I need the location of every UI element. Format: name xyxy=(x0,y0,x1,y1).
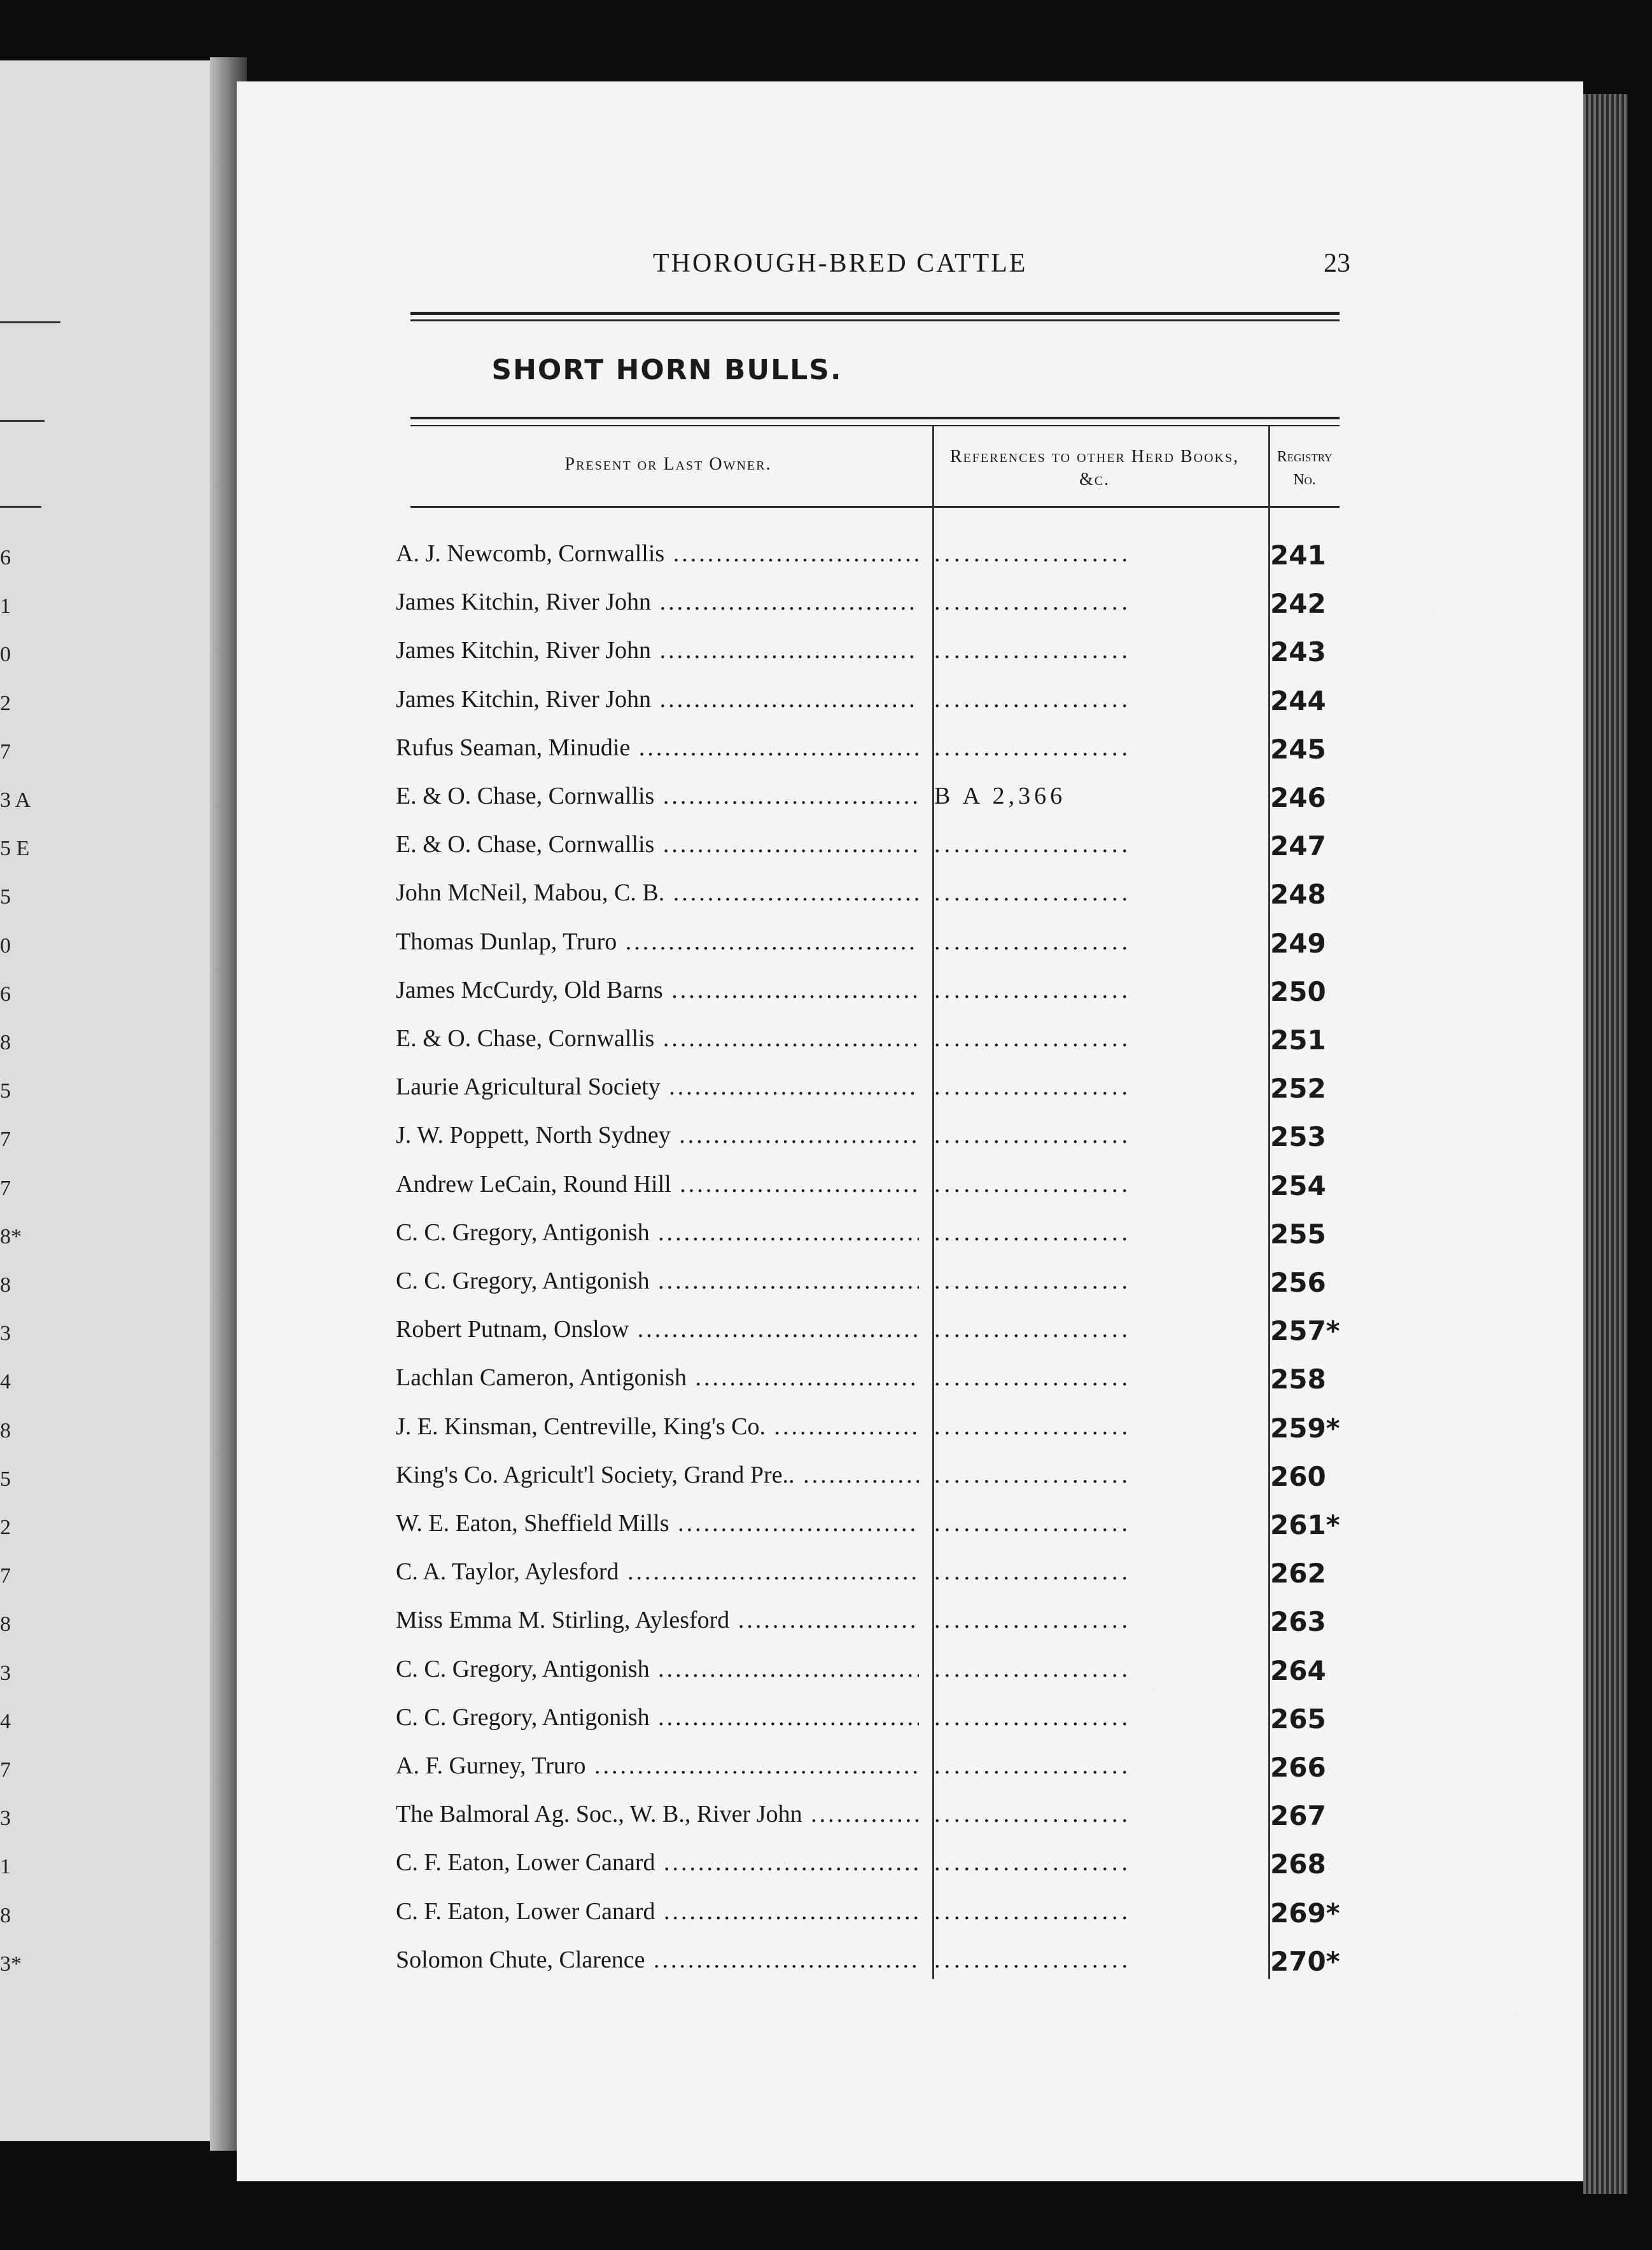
left-page-number: 1 xyxy=(0,1855,11,1879)
registry-number: 250 xyxy=(1270,975,1326,1007)
table-row xyxy=(0,1073,1652,1117)
references-cell: .................... xyxy=(934,1413,1131,1440)
registry-number: 242 xyxy=(1270,588,1326,620)
references-cell: .................... xyxy=(934,637,1131,664)
references-cell: .................... xyxy=(934,928,1131,955)
table-row xyxy=(0,1219,1652,1263)
table-header-rule xyxy=(410,506,1340,508)
left-page-number: 3 xyxy=(0,1661,11,1685)
left-page-number: 3 A xyxy=(0,788,31,812)
table-row xyxy=(0,928,1652,972)
left-page-number: 2 xyxy=(0,1516,11,1539)
registry-number: 256 xyxy=(1270,1267,1326,1298)
left-page-number: 4 xyxy=(0,1709,11,1733)
registry-number: 251 xyxy=(1270,1024,1326,1056)
left-page-rule xyxy=(0,321,60,323)
running-head: THOROUGH-BRED CATTLE xyxy=(653,249,1028,278)
registry-number: 244 xyxy=(1270,685,1326,716)
registry-number: 243 xyxy=(1270,636,1326,668)
table-row xyxy=(0,685,1652,730)
registry-number: 245 xyxy=(1270,733,1326,765)
owner-cell: James Kitchin, River John ..... xyxy=(396,685,919,713)
left-page-number: 7 xyxy=(0,1564,11,1588)
table-row xyxy=(0,540,1652,584)
left-page-rule xyxy=(0,420,45,422)
left-page-number: 7 xyxy=(0,739,11,764)
table-row xyxy=(0,1752,1652,1796)
references-cell: .................... xyxy=(934,1170,1131,1198)
table-top-rule xyxy=(410,425,1340,426)
table-row xyxy=(0,830,1652,875)
owner-cell: Andrew LeCain, Round Hill ..... xyxy=(396,1170,919,1198)
left-page-number: 7 xyxy=(0,1758,11,1782)
owner-cell: C. F. Eaton, Lower Canard ..... xyxy=(396,1897,919,1925)
owner-cell: C. C. Gregory, Antigonish ..... xyxy=(396,1703,919,1731)
left-page-number: 7 xyxy=(0,1176,11,1200)
owner-cell: Lachlan Cameron, Antigonish ..... xyxy=(396,1364,919,1392)
references-cell: .................... xyxy=(934,1510,1131,1537)
owner-cell: The Balmoral Ag. Soc., W. B., River John ..... xyxy=(396,1800,919,1828)
left-page-number: 0 xyxy=(0,933,11,958)
references-cell: .................... xyxy=(934,1849,1131,1876)
registry-number: 241 xyxy=(1270,540,1326,571)
references-cell: .................... xyxy=(934,1558,1131,1586)
references-cell: B A 2,366 xyxy=(934,783,1067,809)
table-row xyxy=(0,1897,1652,1942)
references-cell: .................... xyxy=(934,685,1131,713)
table-row xyxy=(0,1558,1652,1602)
page-number: 23 xyxy=(1324,249,1350,278)
left-page-number: 4 xyxy=(0,1370,11,1394)
left-page-number: 6 xyxy=(0,982,11,1006)
registry-number: 262 xyxy=(1270,1558,1326,1590)
references-cell: .................... xyxy=(934,1801,1131,1828)
registry-number: 259* xyxy=(1270,1412,1340,1444)
table-row xyxy=(0,734,1652,778)
header-double-rule xyxy=(410,319,1340,321)
header-double-rule xyxy=(410,312,1340,315)
references-cell: .................... xyxy=(934,1752,1131,1779)
left-page-number: 8* xyxy=(0,1224,22,1248)
left-page-number: 5 xyxy=(0,1079,11,1103)
table-row xyxy=(0,1461,1652,1506)
references-cell: .................... xyxy=(934,1703,1131,1731)
owner-cell: Robert Putnam, Onslow ..... xyxy=(396,1315,919,1343)
table-row xyxy=(0,1946,1652,1990)
column-header-registry-line2: No. xyxy=(1293,472,1316,488)
registry-number: 258 xyxy=(1270,1364,1326,1395)
table-row xyxy=(0,1267,1652,1311)
references-cell: .................... xyxy=(934,589,1131,616)
registry-number: 248 xyxy=(1270,879,1326,911)
registry-number: 255 xyxy=(1270,1218,1326,1250)
owner-cell: C. C. Gregory, Antigonish ..... xyxy=(396,1267,919,1295)
scan-speck xyxy=(1432,611,1435,614)
owner-cell: C. F. Eaton, Lower Canard ..... xyxy=(396,1848,919,1876)
scan-speck xyxy=(1152,1686,1157,1691)
references-cell: .................... xyxy=(934,1655,1131,1682)
registry-number: 265 xyxy=(1270,1703,1326,1735)
owner-cell: C. C. Gregory, Antigonish ..... xyxy=(396,1655,919,1683)
column-header-references: References to other Herd Books, &c. xyxy=(949,447,1240,489)
column-header-registry-line1: Registry xyxy=(1277,449,1333,465)
left-page-number: 0 xyxy=(0,643,11,667)
left-page-number: 3 xyxy=(0,1806,11,1831)
references-cell: .................... xyxy=(934,734,1131,761)
registry-number: 254 xyxy=(1270,1170,1326,1201)
owner-cell: E. & O. Chase, Cornwallis ..... xyxy=(396,782,919,810)
owner-cell: E. & O. Chase, Cornwallis ..... xyxy=(396,1024,919,1052)
table-row xyxy=(0,1848,1652,1893)
owner-cell: J. W. Poppett, North Sydney ..... xyxy=(396,1121,919,1149)
registry-number: 267 xyxy=(1270,1800,1326,1832)
registry-number: 257* xyxy=(1270,1315,1340,1347)
left-page-number: 8 xyxy=(0,1273,11,1297)
references-cell: .................... xyxy=(934,1073,1131,1101)
references-cell: .................... xyxy=(934,1268,1131,1294)
left-page-number: 8 xyxy=(0,1418,11,1443)
left-page-number: 1 xyxy=(0,594,11,618)
table-row xyxy=(0,1170,1652,1215)
owner-cell: Miss Emma M. Stirling, Aylesford ..... xyxy=(396,1606,919,1634)
table-row xyxy=(0,636,1652,681)
left-page-number: 3 xyxy=(0,1322,11,1346)
references-cell: .................... xyxy=(934,1122,1131,1149)
owner-cell: Rufus Seaman, Minudie ..... xyxy=(396,734,919,762)
owner-cell: John McNeil, Mabou, C. B. ..... xyxy=(396,879,919,907)
left-page-number: 2 xyxy=(0,691,11,715)
table-row xyxy=(0,879,1652,923)
left-page-number: 5 xyxy=(0,885,11,909)
left-page-number: 8 xyxy=(0,1903,11,1927)
references-cell: .................... xyxy=(934,1364,1131,1392)
owner-cell: Solomon Chute, Clarence ..... xyxy=(396,1946,919,1974)
references-cell: .................... xyxy=(934,1897,1131,1925)
owner-cell: A. J. Newcomb, Cornwallis ..... xyxy=(396,540,919,568)
references-cell: .................... xyxy=(934,1607,1131,1634)
left-page-rule xyxy=(0,506,41,508)
owner-cell: C. A. Taylor, Aylesford ..... xyxy=(396,1558,919,1586)
table-row xyxy=(0,1606,1652,1651)
references-cell: .................... xyxy=(934,1025,1131,1052)
left-page-number: 8 xyxy=(0,1031,11,1054)
owner-cell: James McCurdy, Old Barns ..... xyxy=(396,976,919,1004)
left-page-number: 5 E xyxy=(0,837,30,861)
registry-number: 247 xyxy=(1270,830,1326,862)
left-page-number: 3* xyxy=(0,1952,22,1976)
owner-cell: Thomas Dunlap, Truro ..... xyxy=(396,928,919,956)
table-row xyxy=(0,1800,1652,1845)
registry-number: 252 xyxy=(1270,1073,1326,1105)
references-cell: .................... xyxy=(934,976,1131,1003)
owner-cell: King's Co. Agricult'l Society, Grand Pre.. ..... xyxy=(396,1461,919,1489)
registry-number: 269* xyxy=(1270,1897,1340,1929)
references-cell: .................... xyxy=(934,1316,1131,1343)
left-page-number: 6 xyxy=(0,546,11,569)
references-cell: .................... xyxy=(934,1461,1131,1488)
table-row xyxy=(0,1121,1652,1166)
references-cell: .................... xyxy=(934,879,1131,907)
registry-number: 263 xyxy=(1270,1606,1326,1638)
registry-number: 268 xyxy=(1270,1848,1326,1880)
table-row xyxy=(0,976,1652,1021)
table-row xyxy=(0,588,1652,632)
table-row xyxy=(0,1024,1652,1069)
owner-cell: W. E. Eaton, Sheffield Mills ..... xyxy=(396,1509,919,1537)
references-cell: .................... xyxy=(934,1219,1131,1246)
registry-number: 260 xyxy=(1270,1460,1326,1492)
owner-cell: James Kitchin, River John ..... xyxy=(396,588,919,616)
column-header-owner: Present or Last Owner. xyxy=(564,454,772,474)
registry-number: 264 xyxy=(1270,1654,1326,1686)
left-page-number: 5 xyxy=(0,1467,11,1491)
left-page-number: 8 xyxy=(0,1612,11,1637)
column-header-registry xyxy=(1270,445,1340,491)
left-page-number: 7 xyxy=(0,1128,11,1152)
table-row xyxy=(0,1364,1652,1408)
section-title: SHORT HORN BULLS. xyxy=(491,354,843,386)
owner-cell: James Kitchin, River John ..... xyxy=(396,636,919,664)
registry-number: 270* xyxy=(1270,1945,1340,1977)
registry-number: 266 xyxy=(1270,1752,1326,1783)
table-row xyxy=(0,1509,1652,1554)
references-cell: .................... xyxy=(934,1946,1131,1973)
references-cell: .................... xyxy=(934,540,1131,567)
owner-cell: C. C. Gregory, Antigonish ..... xyxy=(396,1219,919,1247)
registry-number: 253 xyxy=(1270,1121,1326,1153)
registry-number: 246 xyxy=(1270,782,1326,813)
table-top-rule xyxy=(410,417,1340,419)
table-row xyxy=(0,782,1652,827)
table-row xyxy=(0,1703,1652,1748)
owner-cell: Laurie Agricultural Society ..... xyxy=(396,1073,919,1101)
registry-number: 249 xyxy=(1270,927,1326,959)
table-row xyxy=(0,1655,1652,1700)
references-cell: .................... xyxy=(934,831,1131,858)
table-row xyxy=(0,1315,1652,1360)
table-row xyxy=(0,1413,1652,1457)
owner-cell: A. F. Gurney, Truro ..... xyxy=(396,1752,919,1780)
registry-number: 261* xyxy=(1270,1509,1340,1541)
owner-cell: E. & O. Chase, Cornwallis ..... xyxy=(396,830,919,858)
owner-cell: J. E. Kinsman, Centreville, King's Co. ..... xyxy=(396,1413,919,1441)
scan-speck xyxy=(1515,2011,1518,2015)
